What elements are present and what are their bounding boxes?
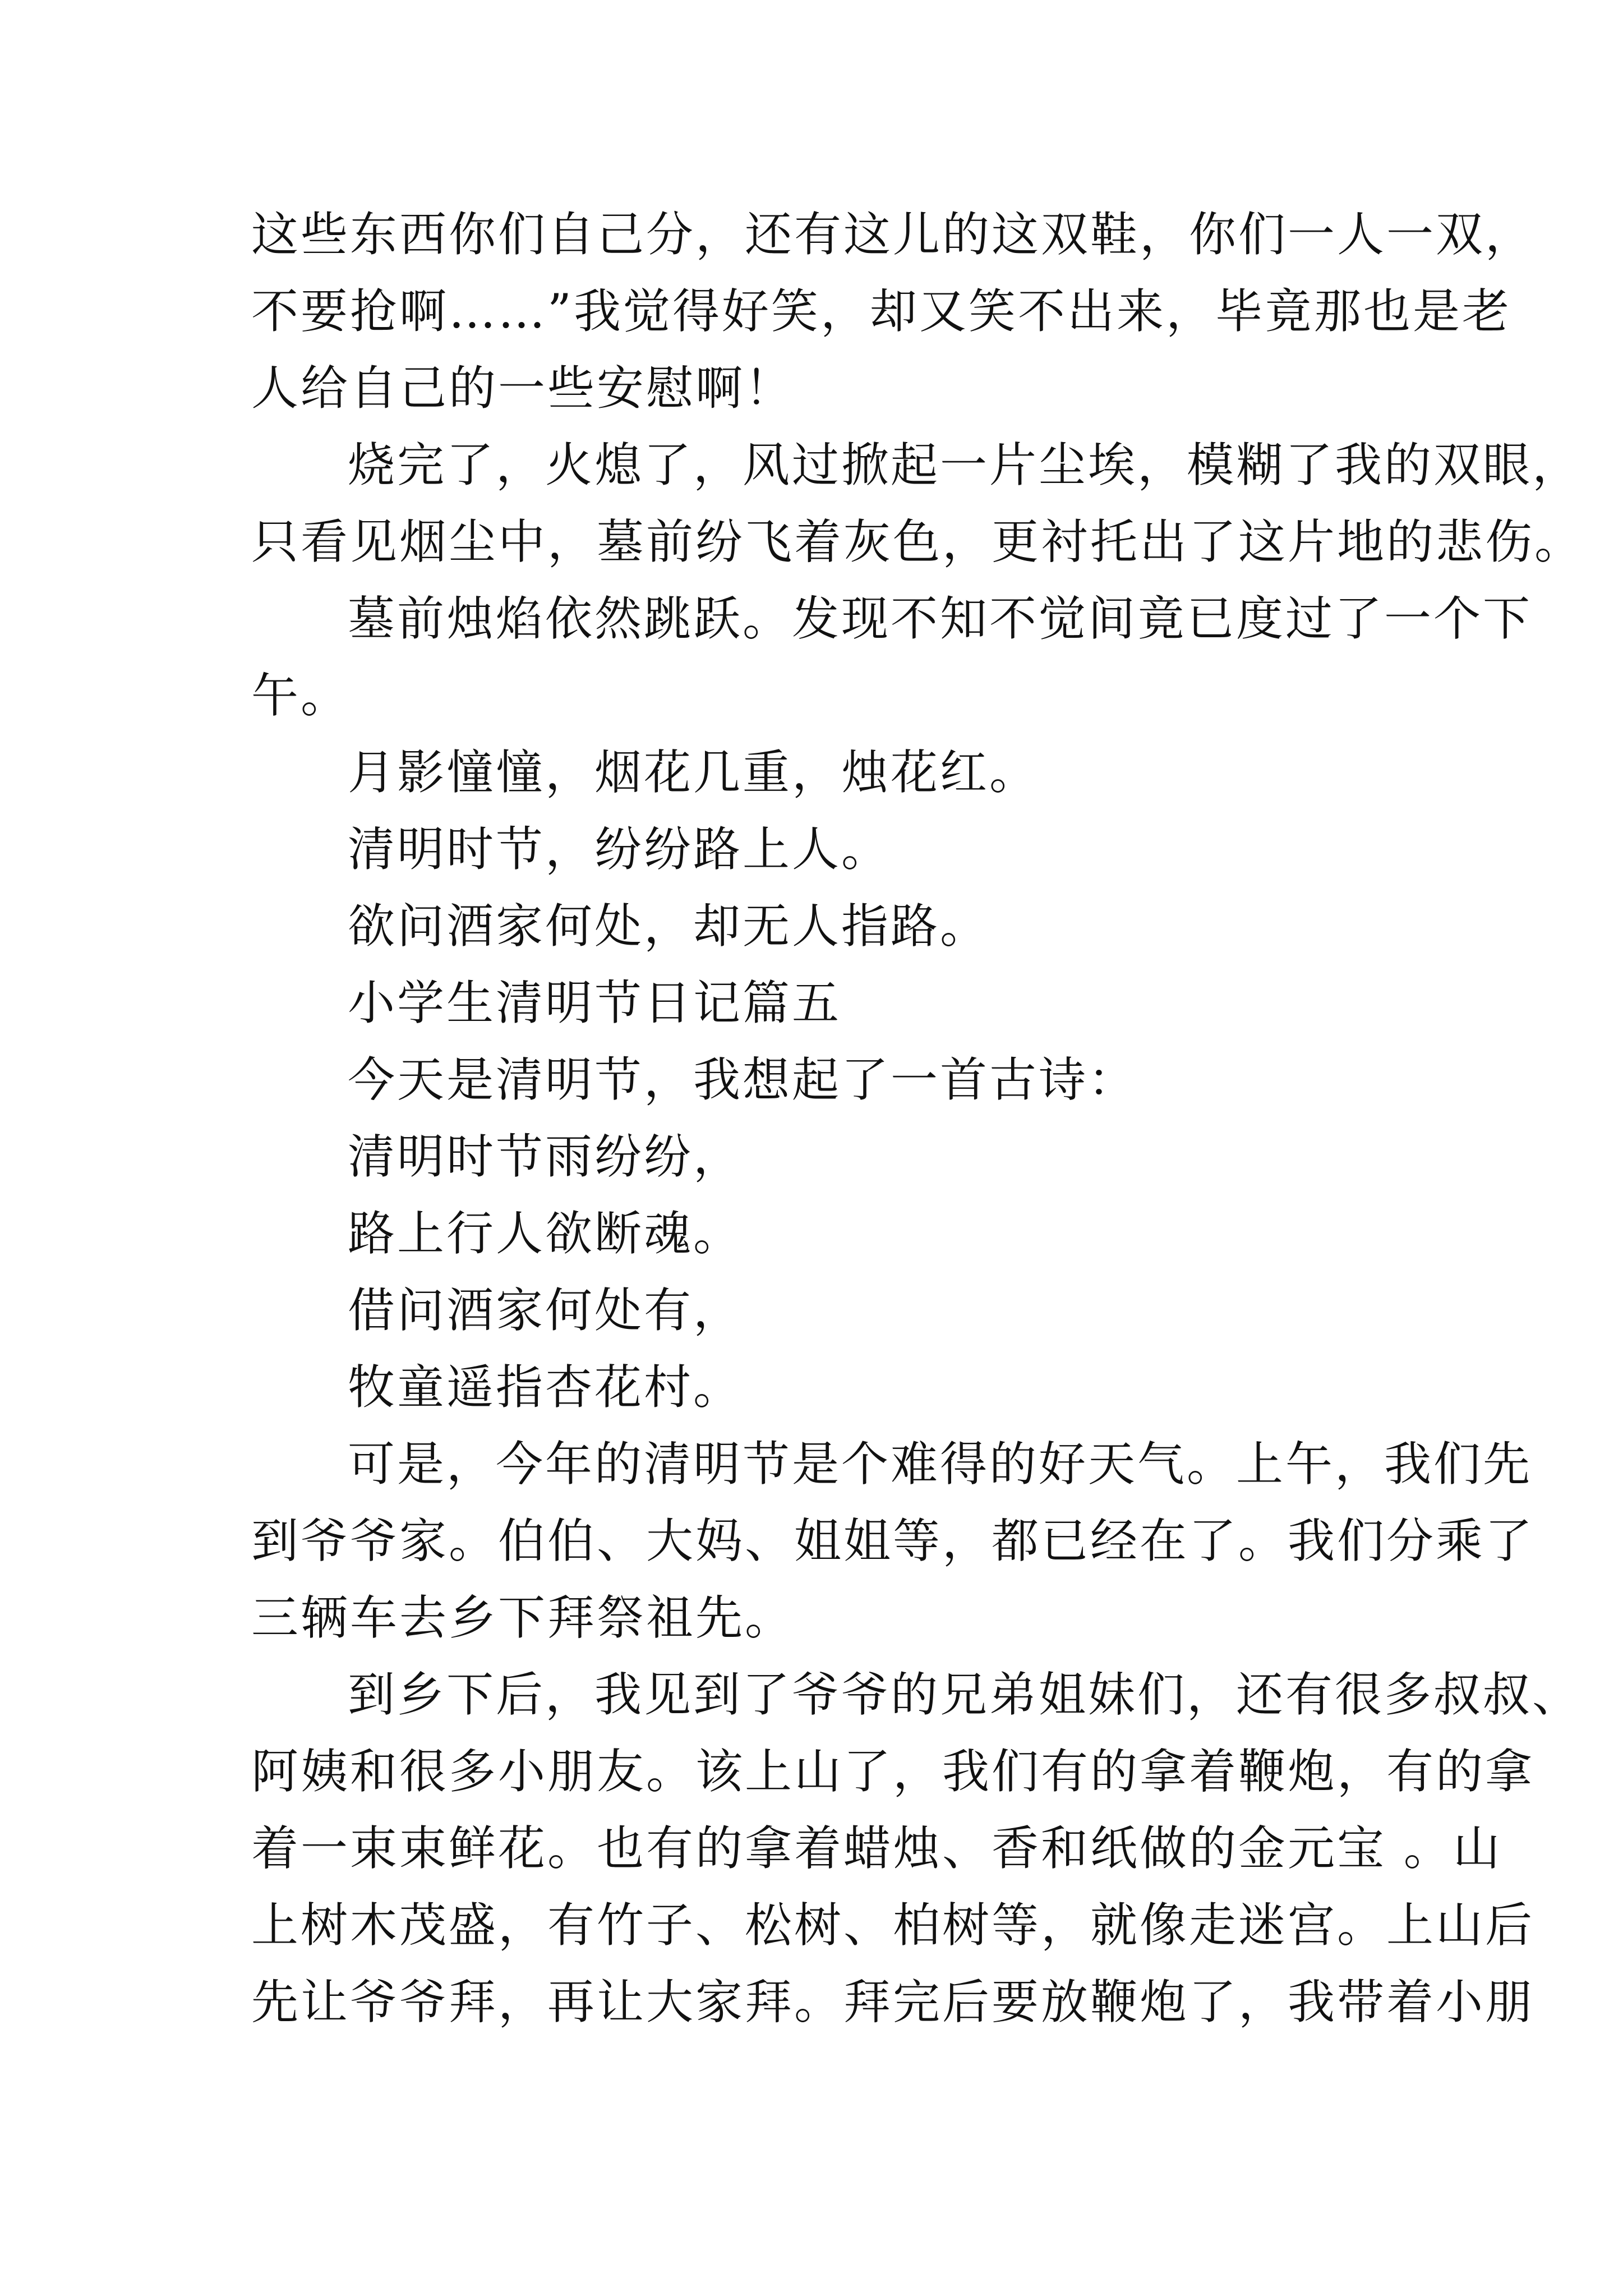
paragraph-line: 上树木茂盛，有竹子、松树、柏树等，就像走迷宫。上山后 <box>251 1898 1535 1953</box>
document-body <box>251 196 1584 2041</box>
paragraph-line: 三辆车去乡下拜祭祖先。 <box>251 1590 795 1645</box>
paragraph <box>251 1272 1401 1349</box>
paragraph-line: 到乡下后，我见到了爷爷的兄弟姐妹们，还有很多叔叔、 <box>348 1667 1582 1722</box>
paragraph <box>251 1426 1535 1657</box>
paragraph-line: 午。 <box>251 668 351 723</box>
paragraph <box>251 1195 1401 1272</box>
paragraph-line: 墓前烛焰依然跳跃。发现不知不觉间竟已度过了一个下 <box>348 591 1533 646</box>
paragraph-line: 人给自己的一些安慰啊！ <box>251 361 795 416</box>
paragraph-line: 路上行人欲断魂。 <box>348 1206 743 1261</box>
paragraph-line: 月影憧憧，烟花几重，烛花红。 <box>348 745 1039 800</box>
paragraph-line: 到爷爷家。伯伯、大妈、姐姐等，都已经在了。我们分乘了 <box>251 1513 1535 1568</box>
paragraph-line: 烧完了，火熄了，风过掀起一片尘埃，模糊了我的双眼， <box>348 438 1582 493</box>
paragraph-line: 清明时节雨纷纷， <box>348 1129 743 1184</box>
paragraph-line: 这些东西你们自己分，还有这儿的这双鞋，你们一人一双， <box>251 207 1535 262</box>
paragraph-line: 着一束束鲜花。也有的拿着蜡烛、香和纸做的金元宝 。山 <box>251 1821 1502 1876</box>
paragraph <box>251 581 1533 734</box>
paragraph <box>251 734 1401 811</box>
paragraph <box>251 427 1584 581</box>
paragraph-line: 欲问酒家何处，却无人指路。 <box>348 899 990 954</box>
paragraph <box>251 888 1401 965</box>
paragraph-line: 今天是清明节，我想起了一首古诗： <box>348 1052 1138 1107</box>
paragraph-line: 阿姨和很多小朋友。该上山了，我们有的拿着鞭炮，有的拿 <box>251 1744 1535 1799</box>
paragraph-line: 牧童遥指杏花村。 <box>348 1360 743 1415</box>
paragraph <box>251 1657 1582 2041</box>
paragraph-line: 可是，今年的清明节是个难得的好天气。上午，我们先 <box>348 1437 1533 1492</box>
paragraph-line: 借问酒家何处有， <box>348 1283 743 1338</box>
paragraph-line: 小学生清明节日记篇五 <box>348 976 842 1030</box>
paragraph <box>251 196 1535 427</box>
paragraph <box>251 1119 1401 1195</box>
paragraph <box>251 811 1401 888</box>
paragraph-line: 不要抢啊……”我觉得好笑，却又笑不出来，毕竟那也是老 <box>251 284 1511 339</box>
paragraph-line: 只看见烟尘中，墓前纷飞着灰色，更衬托出了这片地的悲伤。 <box>251 514 1584 569</box>
paragraph-line: 先让爷爷拜，再让大家拜。拜完后要放鞭炮了，我带着小朋 <box>251 1975 1535 2030</box>
paragraph <box>251 1349 1401 1426</box>
paragraph-line: 清明时节，纷纷路上人。 <box>348 822 891 877</box>
paragraph <box>251 965 1401 1042</box>
paragraph <box>251 1042 1401 1119</box>
